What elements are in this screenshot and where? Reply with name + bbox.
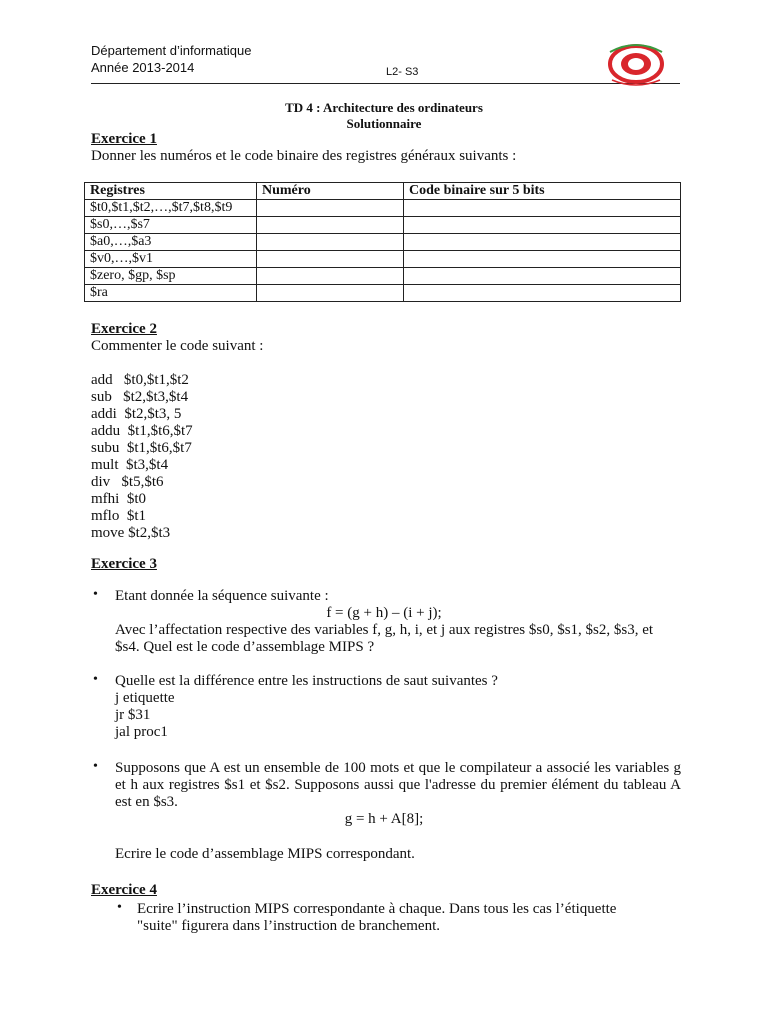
- code-line: subu $t1,$t6,$t7: [91, 440, 192, 456]
- table-cell: [404, 200, 681, 217]
- header-department: Département d’informatique: [91, 43, 252, 58]
- bullet-icon: •: [93, 759, 98, 774]
- exercise-3-bullet-3-paragraph: Supposons que A est un ensemble de 100 mots et que le compilateur a associé les variables g et h aux registres $s1 et $s2. Supposons aussi que l'adresse du premier élément du tableau A est en $s3.: [115, 760, 681, 810]
- code-line: div $t5,$t6: [91, 474, 164, 490]
- table-cell: [404, 217, 681, 234]
- table-header-row: [85, 183, 681, 200]
- code-line: move $t2,$t3: [91, 525, 171, 541]
- code-line: add $t0,$t1,$t2: [91, 372, 189, 388]
- header-level: L2- S3: [386, 66, 419, 78]
- table-cell: $v0,…,$v1: [85, 251, 257, 268]
- table-cell: [257, 234, 404, 251]
- exercise-4-heading: Exercice 4: [91, 882, 157, 898]
- table-cell: [404, 234, 681, 251]
- exercise-1-instruction: Donner les numéros et le code binaire des registres généraux suivants :: [91, 148, 517, 164]
- table-row: [85, 285, 681, 302]
- code-line: j etiquette: [115, 690, 175, 706]
- table-cell: $zero, $gp, $sp: [85, 268, 257, 285]
- page-title: [0, 100, 768, 132]
- table-cell: $t0,$t1,$t2,…,$t7,$t8,$t9: [85, 200, 257, 217]
- title-line-1: TD 4 : Architecture des ordinateurs: [285, 100, 483, 115]
- code-line: jal proc1: [115, 724, 168, 740]
- table-cell: [404, 251, 681, 268]
- table-header-cell: Registres: [85, 183, 257, 200]
- registers-table: [84, 182, 681, 302]
- table-cell: [404, 268, 681, 285]
- table-row: [85, 200, 681, 217]
- table-cell: [257, 268, 404, 285]
- table-row: [85, 268, 681, 285]
- exercise-2-instruction: Commenter le code suivant :: [91, 338, 264, 354]
- university-logo: [600, 40, 670, 86]
- code-line: jr $31: [115, 707, 151, 723]
- table-row: [85, 251, 681, 268]
- jump-instructions: [115, 690, 175, 741]
- code-line: mfhi $t0: [91, 491, 146, 507]
- table-row: [85, 217, 681, 234]
- table-cell: $a0,…,$a3: [85, 234, 257, 251]
- exercise-3-bullet-3-instruction: Ecrire le code d’assemblage MIPS correspondant.: [115, 846, 415, 862]
- bullet-icon: •: [93, 672, 98, 687]
- table-header-cell: Numéro: [257, 183, 404, 200]
- code-line: mflo $t1: [91, 508, 146, 524]
- table-cell: [257, 200, 404, 217]
- table-cell: [257, 285, 404, 302]
- table-cell: $ra: [85, 285, 257, 302]
- title-line-2: Solutionnaire: [346, 116, 422, 131]
- table-cell: $s0,…,$s7: [85, 217, 257, 234]
- exercise-3-heading: Exercice 3: [91, 556, 157, 572]
- code-line: addi $t2,$t3, 5: [91, 406, 182, 422]
- header-divider: [91, 83, 680, 84]
- exercise-4-bullet-1-text: Ecrire l’instruction MIPS correspondante à chaque. Dans tous les cas l’étiquette "suite" figurera dans l’instruction de branchement.: [137, 901, 617, 934]
- exercise-3-bullet-1-line-3: $s4. Quel est le code d’assemblage MIPS ?: [115, 639, 375, 655]
- header-year: Année 2013-2014: [91, 60, 195, 75]
- logo-center: [628, 58, 644, 70]
- table-cell: [404, 285, 681, 302]
- bullet-icon: •: [117, 900, 122, 915]
- table-header-cell: Code binaire sur 5 bits: [404, 183, 681, 200]
- table-cell: [257, 251, 404, 268]
- table-row: [85, 234, 681, 251]
- code-line: addu $t1,$t6,$t7: [91, 423, 193, 439]
- assembly-code-block: [91, 372, 193, 542]
- exercise-3-bullet-2-text: Quelle est la différence entre les instructions de saut suivantes ?: [115, 673, 498, 689]
- exercise-3-equation-2: g = h + A[8];: [344, 811, 424, 827]
- bullet-icon: •: [93, 587, 98, 602]
- exercise-3-bullet-1-text: Etant donnée la séquence suivante :: [115, 588, 329, 604]
- exercise-3-equation-1: f = (g + h) – (i + j);: [326, 605, 442, 621]
- exercise-3-bullet-1-line-2: Avec l’affectation respective des variables f, g, h, i, et j aux registres $s0, $s1, $s2, $s3, et: [115, 622, 654, 638]
- exercise-1-heading: Exercice 1: [91, 131, 157, 147]
- exercise-2-heading: Exercice 2: [91, 321, 157, 337]
- table-cell: [257, 217, 404, 234]
- code-line: mult $t3,$t4: [91, 457, 169, 473]
- code-line: sub $t2,$t3,$t4: [91, 389, 189, 405]
